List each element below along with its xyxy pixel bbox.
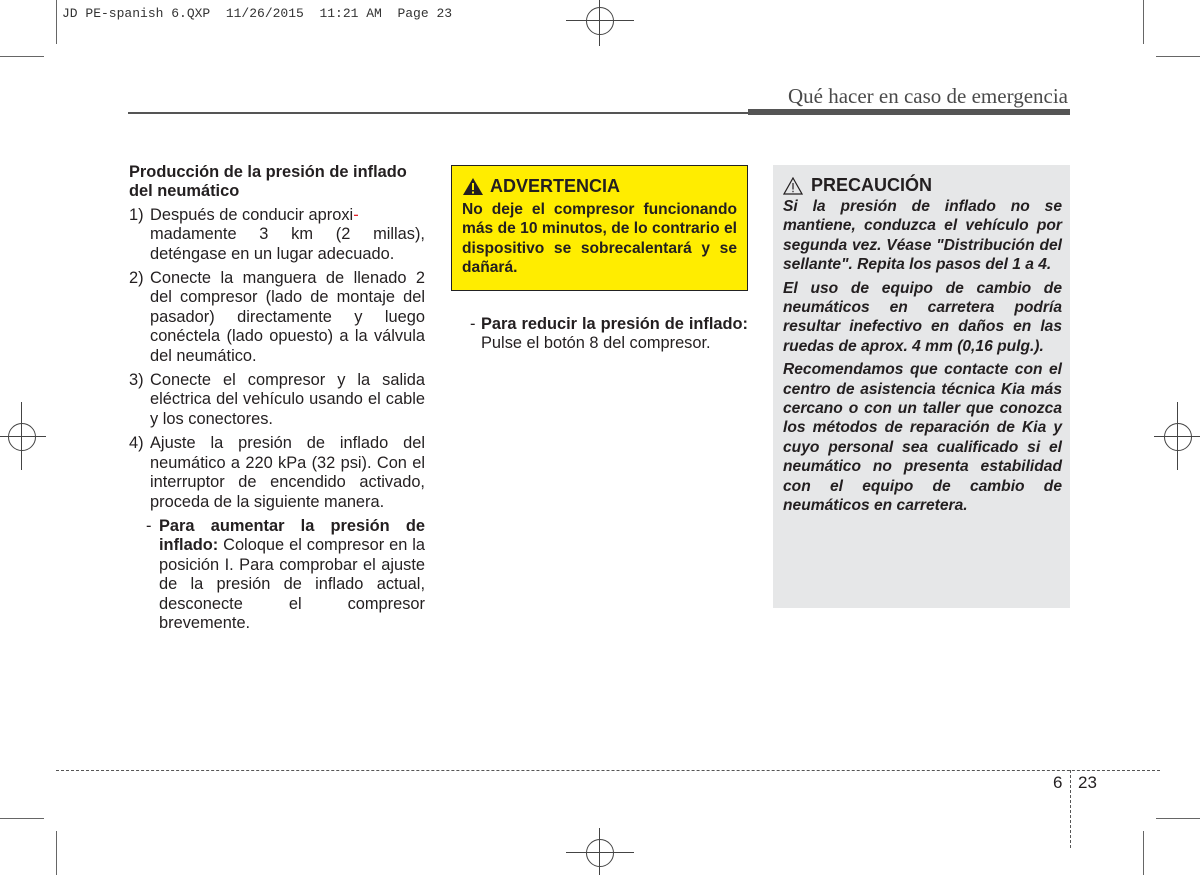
sub-step-label: Para reducir la presión de inflado:	[481, 315, 748, 333]
crop-mark	[1143, 831, 1144, 875]
step-text	[150, 206, 425, 264]
footer-dotted-divider	[1070, 770, 1071, 848]
caution-paragraph: Recomendamos que contacte con el centro de asistencia técnica Kia más cercano o con un taller que conozca los métodos de reparación de Kia y cuyo personal sea cualificado si el neumático no presenta estabilidad con el equipo de cambio de neumáticos en carretera.	[783, 361, 1062, 515]
footer-dotted-rule	[56, 770, 1160, 771]
header-rule	[128, 112, 748, 114]
sub-step-reduce-item	[470, 315, 748, 354]
step-number: 4)	[129, 434, 144, 453]
line-break-hyphen: -	[353, 205, 359, 224]
caution-box	[773, 165, 1070, 608]
header-rule-thick	[748, 109, 1070, 115]
instructions-heading: Producción de la presión de inflado del neumático	[129, 163, 407, 201]
caution-triangle-icon	[783, 177, 803, 195]
warning-title: ADVERTENCIA	[490, 176, 621, 196]
sub-step-increase	[146, 517, 425, 633]
bullet-dash: -	[146, 516, 152, 535]
sub-step-text	[481, 315, 748, 354]
crop-mark	[1156, 56, 1200, 57]
step-item	[129, 269, 425, 366]
crop-mark	[0, 818, 44, 819]
step-number: 3)	[129, 371, 144, 390]
sub-step-body: Pulse el botón 8 del compresor.	[481, 334, 711, 353]
step-item	[129, 206, 425, 264]
step-text: Ajuste la presión de inflado del neumático a 220 kPa (32 psi). Con el interruptor de encendido activado, proceda de la siguiente manera.	[150, 434, 425, 511]
sub-step-label: Para aumentar la presión de inflado:	[159, 516, 425, 555]
caution-title: PRECAUCIÓN	[811, 175, 933, 195]
crop-mark	[56, 0, 57, 44]
step-text-part: Después de conducir aproxi	[150, 205, 354, 224]
crop-mark	[1143, 0, 1144, 44]
step-text: Conecte el compresor y la salida eléctrica del vehículo usando el cable y los conectores.	[150, 371, 425, 428]
section-title: Qué hacer en caso de emergencia	[787, 84, 1068, 108]
bullet-dash: -	[470, 315, 476, 333]
step-number: 1)	[129, 205, 144, 224]
step-item	[129, 371, 425, 429]
step-item	[129, 434, 425, 512]
warning-box	[451, 165, 748, 291]
sub-step-body: Coloque el compresor en la posición I. Para comprobar el ajuste de la presión de inflado actual, desconecte el compresor brevemente.	[159, 536, 425, 632]
caution-paragraph: Si la presión de inflado no se mantiene, conduzca el vehículo por segunda vez. Véase "Distribución del sellante". Repita los pasos del 1 a 4.	[783, 198, 1062, 274]
page-number: 23	[1078, 773, 1097, 792]
warning-header	[462, 176, 737, 197]
warning-text: No deje el compresor funcionando más de 10 minutos, de lo contrario el dispositivo se sobrecalentará y se dañará.	[462, 201, 737, 277]
sub-step-reduce	[470, 315, 748, 354]
caution-paragraph: El uso de equipo de cambio de neumáticos en carretera podría resultar inefectivo en daños en las ruedas de aprox. 4 mm (0,16 pulg.).	[783, 279, 1062, 355]
step-text: Conecte la manguera de llenado 2 del compresor (lado de montaje del pasador) directamente y luego conéctela (lado opuesto) a la válvula del neumático.	[150, 269, 425, 365]
step-text-part: madamente 3 km (2 millas), deténgase en un lugar adecuado.	[150, 225, 425, 263]
print-slug: JD PE-spanish 6.QXP 11/26/2015 11:21 AM Page 23	[62, 6, 453, 21]
sub-step-text	[159, 517, 425, 633]
chapter-number: 6	[1053, 773, 1063, 792]
crop-mark	[0, 56, 44, 57]
caution-header	[783, 175, 1062, 196]
crop-mark	[56, 831, 57, 875]
warning-triangle-icon	[462, 177, 484, 196]
crop-mark	[1156, 818, 1200, 819]
instructions-column	[129, 163, 425, 633]
step-number: 2)	[129, 269, 144, 288]
